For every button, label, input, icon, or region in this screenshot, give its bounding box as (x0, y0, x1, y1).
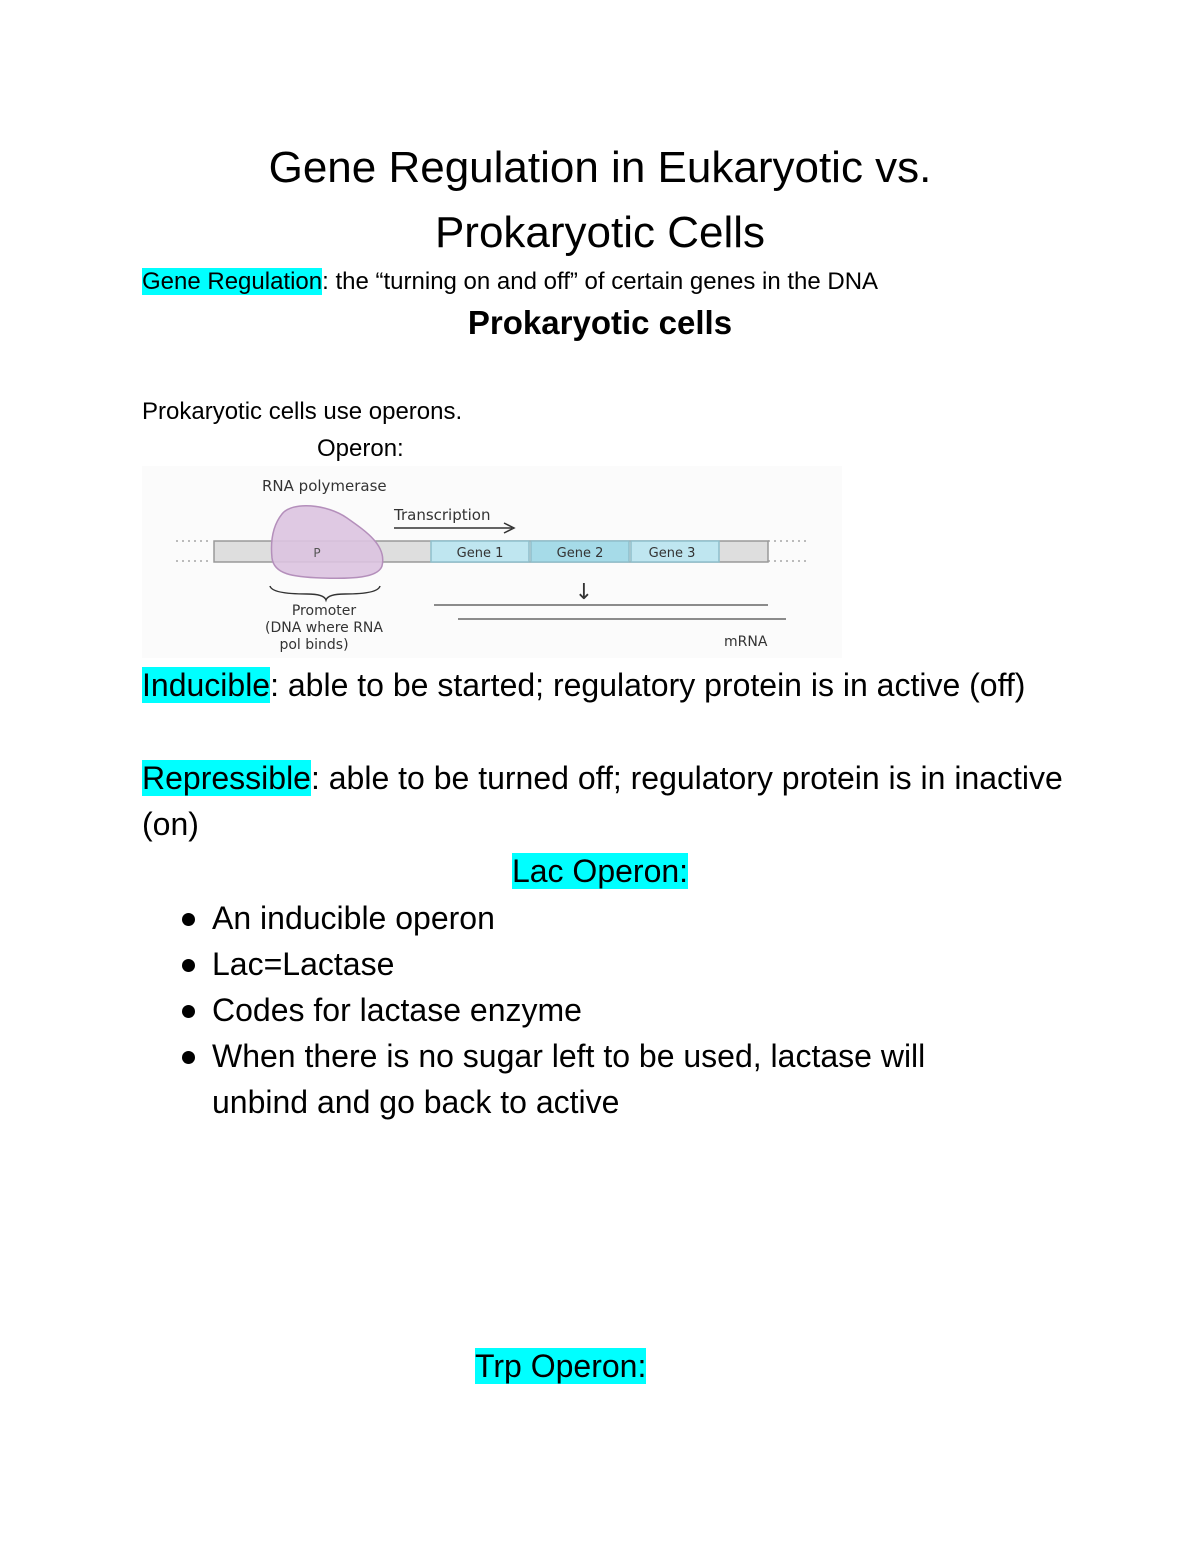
lac-operon-heading: Lac Operon: (511, 853, 689, 889)
rna-polymerase-label: RNA polymerase (262, 477, 387, 495)
down-arrow-icon: ↓ (574, 580, 594, 605)
repressible-term: Repressible (142, 760, 311, 796)
promoter-label-line-1: Promoter (291, 603, 357, 619)
lac-operon-list (142, 895, 1022, 1125)
gene-regulation-term: Gene Regulation (142, 268, 323, 295)
inducible-term: Inducible (142, 667, 271, 703)
inducible-definition (142, 662, 1072, 708)
trp-operon-heading-wrap (475, 1343, 646, 1389)
list-item: Codes for lactase enzyme (142, 987, 1022, 1033)
gene-regulation-text: : the “turning on and off” of certain genes in the DNA (322, 268, 879, 295)
page-title-line-1: Gene Regulation in Eukaryotic vs. (268, 143, 932, 192)
gene-2-label: Gene 2 (556, 546, 604, 561)
inducible-text: : able to be started; regulatory protein is in active (off) (270, 667, 1026, 703)
lac-operon-heading-wrap (0, 848, 1200, 894)
gene-1-label: Gene 1 (456, 546, 504, 561)
list-item: Lac=Lactase (142, 941, 1022, 987)
operon-diagram (142, 466, 842, 658)
list-item: An inducible operon (142, 895, 1022, 941)
list-item: When there is no sugar left to be used, lactase will unbind and go back to active (142, 1033, 1022, 1125)
operon-label: Operon: (317, 435, 404, 462)
promoter-letter: P (313, 546, 321, 560)
intro-text: Prokaryotic cells use operons. (142, 398, 463, 425)
page-title-line-2: Prokaryotic Cells (434, 208, 766, 257)
trp-operon-heading: Trp Operon: (475, 1348, 647, 1384)
promoter-label-line-3: pol binds) (279, 637, 349, 653)
promoter-label-line-2: (DNA where RNA (265, 620, 383, 636)
transcription-label: Transcription (394, 506, 491, 524)
gene-regulation-definition (142, 266, 878, 298)
gene-3-label: Gene 3 (648, 546, 696, 561)
repressible-text: : able to be turned off; regulatory protein is in inactive (on) (142, 760, 1063, 842)
section-heading: Prokaryotic cells (467, 304, 733, 341)
mrna-label: mRNA (724, 634, 768, 650)
repressible-definition (142, 755, 1072, 847)
